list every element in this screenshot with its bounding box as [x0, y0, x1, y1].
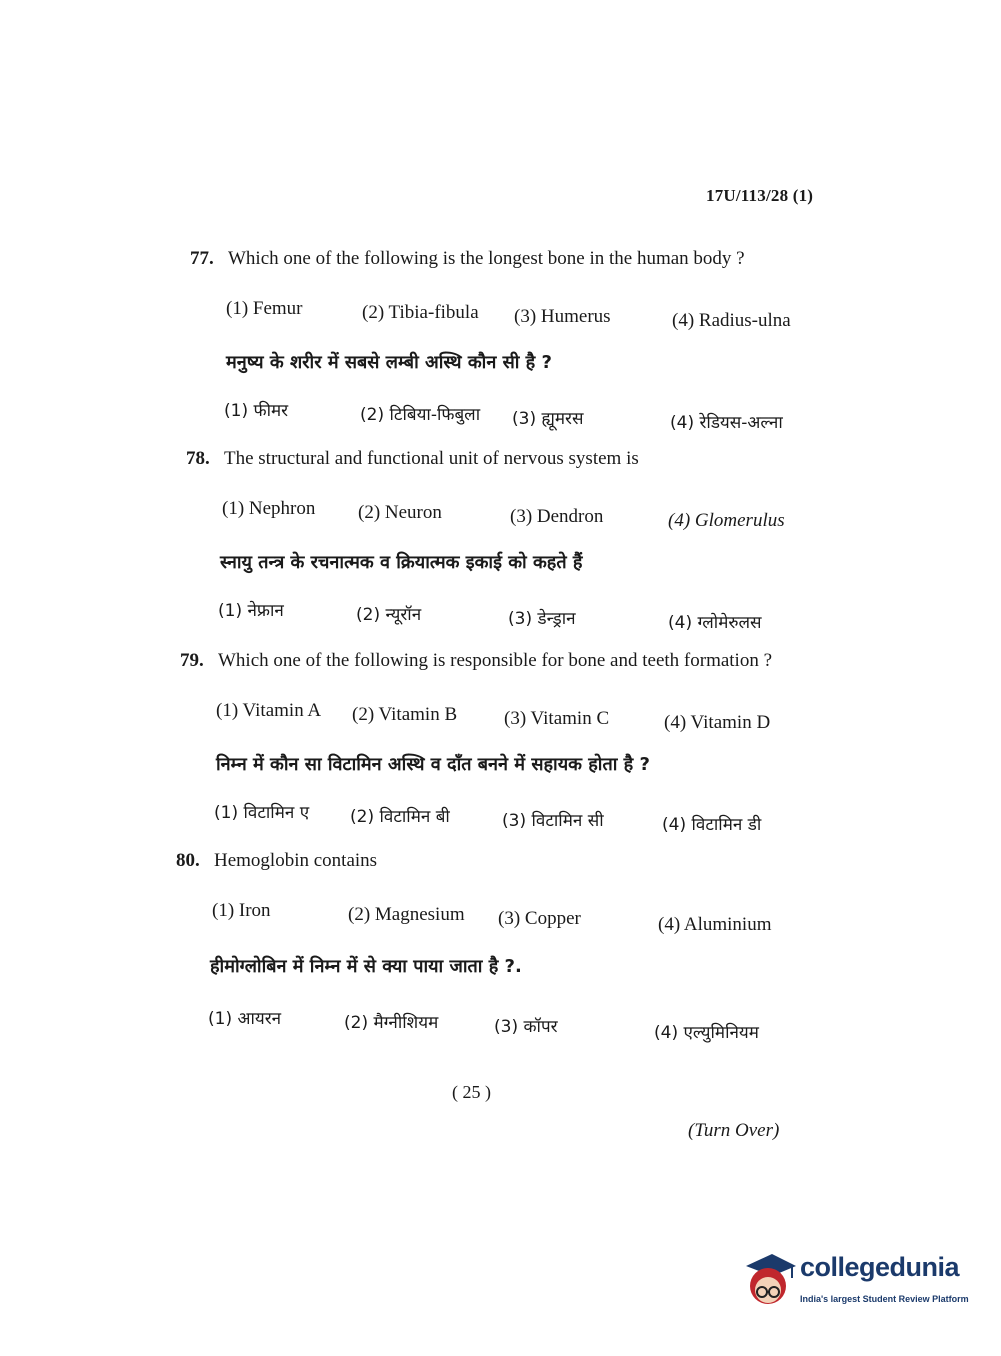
question-78 — [186, 448, 639, 470]
option-hi: (1) विटामिन ए — [214, 803, 310, 823]
option-hi: (3) विटामिन सी — [502, 811, 604, 831]
page-number: ( 25 ) — [452, 1082, 491, 1102]
option-en: (1) Nephron — [222, 498, 316, 519]
option-en: (2) Vitamin B — [352, 704, 458, 725]
paper-code: 17U/113/28 (1) — [706, 186, 814, 205]
option-hi: (4) विटामिन डी — [662, 815, 762, 835]
mascot-icon — [742, 1248, 798, 1310]
option-hi: (3) डेन्ड्रान — [508, 609, 576, 629]
question-number: 78. — [186, 448, 210, 469]
question-77 — [190, 248, 745, 270]
question-number: 79. — [180, 650, 204, 671]
question-text-hi: हीमोग्लोबिन में निम्न में से क्या पाया जाता है ?. — [210, 956, 522, 977]
question-text-en: Hemoglobin contains — [214, 850, 378, 871]
option-en: (1) Femur — [226, 298, 303, 319]
option-en: (3) Dendron — [510, 506, 604, 527]
option-hi: (1) फीमर — [224, 401, 289, 421]
option-en: (2) Magnesium — [348, 904, 465, 925]
option-en: (1) Vitamin A — [216, 700, 322, 721]
option-hi: (2) विटामिन बी — [350, 807, 450, 827]
option-en: (4) Glomerulus — [668, 510, 785, 531]
question-79 — [180, 650, 772, 672]
question-text-en: Which one of the following is the longest bone in the human body ? — [228, 248, 745, 269]
question-text-en: Which one of the following is responsible for bone and teeth formation ? — [218, 650, 773, 671]
question-text-en: The structural and functional unit of nervous system is — [224, 448, 639, 469]
option-en: (1) Iron — [212, 900, 271, 921]
option-en: (2) Neuron — [358, 502, 442, 523]
option-en: (3) Vitamin C — [504, 708, 610, 729]
question-number: 80. — [176, 850, 200, 871]
option-en: (2) Tibia-fibula — [362, 302, 479, 323]
option-hi: (2) टिबिया-फिबुला — [360, 405, 481, 425]
option-hi: (4) रेडियस-अल्ना — [670, 413, 783, 433]
option-hi: (1) आयरन — [208, 1009, 282, 1029]
brand-name: collegedunia — [800, 1252, 960, 1282]
collegedunia-watermark — [742, 1248, 972, 1312]
option-hi: (2) मैग्नीशियम — [344, 1013, 439, 1033]
option-en: (4) Vitamin D — [664, 712, 771, 733]
option-hi: (4) ग्लोमेरुलस — [668, 613, 762, 633]
question-text-hi: निम्न में कौन सा विटामिन अस्थि व दाँत बनने में सहायक होता है ? — [216, 754, 650, 775]
brand-tagline: India's largest Student Review Platform — [800, 1294, 969, 1304]
option-hi: (3) ह्यूमरस — [512, 409, 584, 429]
question-text-hi: स्नायु तन्त्र के रचनात्मक व क्रियात्मक इकाई को कहते हैं — [220, 552, 583, 573]
question-text-hi: मनुष्य के शरीर में सबसे लम्बी अस्थि कौन सी है ? — [226, 352, 552, 373]
option-en: (4) Aluminium — [658, 914, 772, 935]
option-hi: (1) नेफ्रान — [218, 601, 284, 621]
question-number: 77. — [190, 248, 214, 269]
turn-over-label: (Turn Over) — [688, 1120, 780, 1141]
option-en: (3) Humerus — [514, 306, 611, 327]
option-hi: (2) न्यूरॉन — [356, 605, 422, 625]
option-hi: (4) एल्युमिनियम — [654, 1023, 759, 1043]
question-80 — [176, 850, 377, 872]
option-hi: (3) कॉपर — [494, 1017, 558, 1037]
option-en: (3) Copper — [498, 908, 581, 929]
option-en: (4) Radius-ulna — [672, 310, 791, 331]
